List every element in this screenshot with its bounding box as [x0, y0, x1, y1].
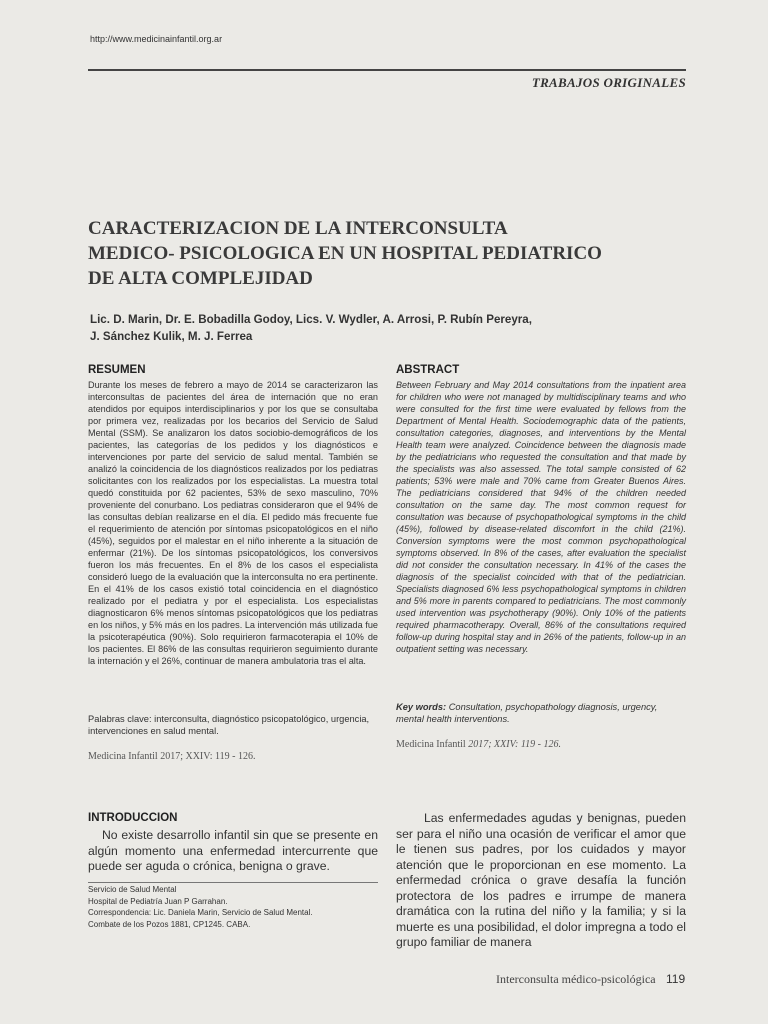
abstract-text: Between February and May 2014 consultations from the inpatient area for children who were not managed by multidisciplinary teams and who were consulted for the first time were evaluated by fellows from the Department of Mental Health. Sociodemographic data of the patients, consultation categories, diagnoses, and interventions by the Mental Health team were analyzed. Coincidence between the diagnosis made by the pediatricians who requested the consultation and that made by the specialists was also assessed. The total sample consisted of 62 patients; 53% were male and 70% came from Greater Buenos Aires. The pediatricians considered that 94% of the children needed consultation on the same day. The most common request for consultation was because of psychopathological symptoms in the child (45%), followed by disease-related discomfort in the child (21%). Conversion symptoms were the most common psychopathological symptoms observed. In 8% of the cases, after evaluation the specialist did not consider the consultation necessary. In 41% of the cases the diagnosis of the specialist coincided with that of the pediatrician. Specialists diagnosed 6% less psychopathological symptoms in children and 5% more in parents compared to pediatricians. The most commonly used intervention was psychotherapy (90%). Only 10% of the patients required pharmacotherapy. Overall, 86% of the consultations required follow-up during hospital stay and in 26% of the patients, follow-up in an outpatient setting was necessary. — [396, 380, 686, 654]
introduccion-left-text — [88, 828, 378, 875]
introduccion-right-text — [396, 811, 686, 951]
footnote-line: Servicio de Salud Mental — [88, 885, 177, 894]
resumen-text: Durante los meses de febrero a mayo de 2014 se caracterizaron las interconsultas de pacientes del área de internación que no eran atendidos por equipos interdisciplinarios y por los que se consultaba por primera vez, realizadas por los becarios del Servicio de Salud Mental (SSM). Se analizaron los datos sociobio-demográficos de los pacientes, las categorías de los pedidos y los diagnósticos e intervenciones por parte del servicio de salud mental. También se analizó la coincidencia de los diagnósticos realizados por los pediatras solicitantes con los realizados por los especialistas. La muestra total quedó constituida por 62 pacientes, 53% de sexo masculino, 70% proveniente del conurbano. Los pediatras consideraron que el 94% de las consultas debían realizarse en el día. El pedido más frecuente fue el requerimiento de atención por síntomas psicopatológicos en el niño (45%), seguidos por el malestar en el niño inherente a la situación de enfermar (21%). De los síntomas psicopatológicos, los conversivos fueron los más frecuentes. En el 8% de los casos el especialista consideró luego de la evaluación que la interconsulta no era pertinente. En el 41% de los casos existió total coincidencia en el diagnóstico realizado por el pediatra y por el especialista. Los especialistas diagnosticaron 6% menos síntomas psicopatológicos que los pediatras en los niños, y 5% más en los padres. La intervención más utilizada fue la psicoterapéutica (90%). Solo requirieron farmacoterapia el 10% de los pacientes. El 86% de las consultas requirieron seguimiento durante la internación y el 26%, continuar de manera ambulatoria tras el alta. — [88, 380, 378, 666]
abstract-keywords-block — [396, 701, 686, 726]
resumen-heading: RESUMEN — [88, 364, 146, 376]
citation-journal: Medicina Infantil — [396, 739, 466, 750]
abstract-keywords: Consultation, psychopathology diagnosis, urgency, mental health interventions. — [396, 702, 658, 725]
abstract-keywords-label: Key words: — [396, 702, 447, 712]
section-label: TRABAJOS ORIGINALES — [531, 75, 686, 90]
article-title — [88, 216, 688, 291]
citation-journal: Medicina Infantil — [88, 751, 158, 762]
introduccion-heading: INTRODUCCION — [88, 812, 178, 824]
introduccion-left-body: No existe desarrollo infantil sin que se presente en algún momento una enfermedad intercurrente que puede ser aguda o crónica, benigna o grave. — [88, 828, 378, 873]
abstract-citation — [396, 739, 686, 750]
page-number: 119 — [666, 972, 686, 986]
affiliation-footnote — [88, 884, 380, 930]
journal-url: http://www.medicinainfantil.org.ar — [90, 34, 223, 44]
header-rule — [88, 69, 686, 71]
footnote-line: Correspondencia: Lic. Daniela Marin, Servicio de Salud Mental. — [88, 908, 313, 917]
footnote-line: Hospital de Pediatría Juan P Garrahan. — [88, 896, 228, 906]
resumen-keywords: Palabras clave: interconsulta, diagnóstico psicopatológico, urgencia, intervenciones en salud mental. — [88, 714, 370, 737]
author-line: Lic. D. Marin, Dr. E. Bobadilla Godoy, Lics. V. Wydler, A. Arrosi, P. Rubín Pereyra, — [90, 313, 532, 326]
footnote-rule — [88, 882, 378, 883]
resumen-citation — [88, 751, 378, 762]
title-line: CARACTERIZACION DE LA INTERCONSULTA — [88, 218, 508, 239]
title-line: DE ALTA COMPLEJIDAD — [88, 268, 313, 289]
citation-ref: 2017; XXIV: 119 - 126. — [160, 751, 256, 762]
citation-ref: 2017; XXIV: 119 - 126. — [468, 739, 561, 750]
footnote-line: Combate de los Pozos 1881, CP1245. CABA. — [88, 919, 251, 929]
author-line: J. Sánchez Kulik, M. J. Ferrea — [90, 330, 253, 343]
abstract-heading: ABSTRACT — [396, 364, 460, 376]
title-line: MEDICO- PSICOLOGICA EN UN HOSPITAL PEDIATRICO — [88, 243, 602, 264]
introduccion-right-body: Las enfermedades agudas y benignas, pueden ser para el niño una ocasión de verificar el amor que le tienen sus padres, por los cuidados y mayor atención que le proporcionan en ese momento. La enfermedad crónica o grave desafía la función protectora de los padres e irrumpe de manera dramática con la rutina del niño y la familia; y si la muerte es una posibilidad, el dolor impregna a todo el grupo familiar de manera — [396, 811, 686, 949]
author-list — [90, 311, 690, 345]
running-title: Interconsulta médico-psicológica — [496, 972, 656, 986]
